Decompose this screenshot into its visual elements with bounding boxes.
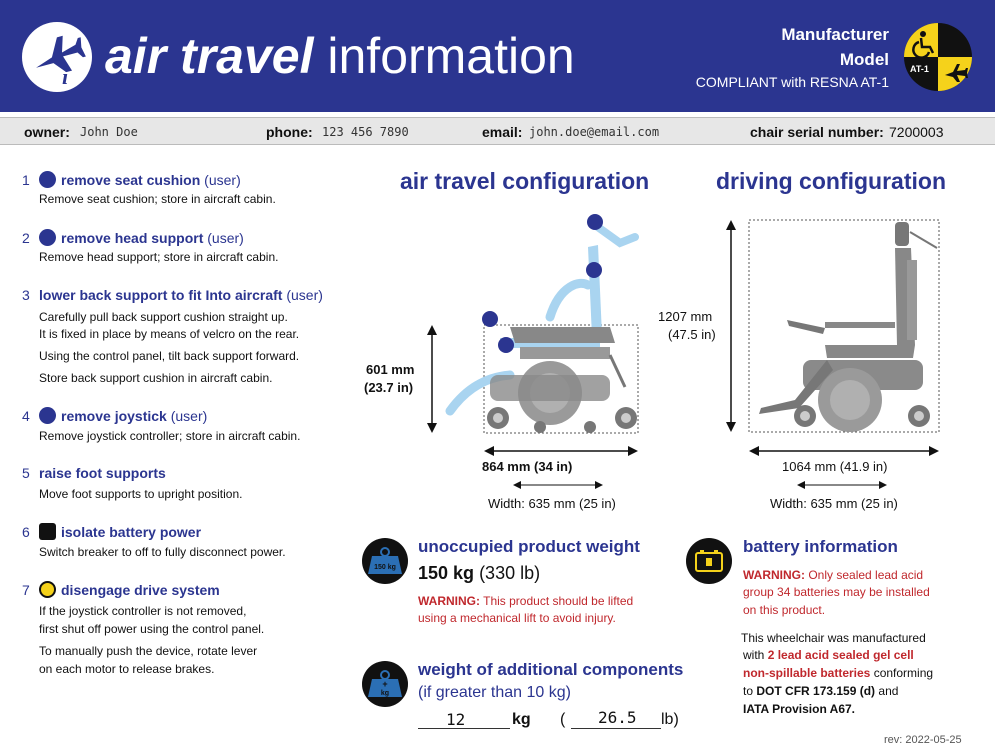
air-travel-wheelchair-diagram [420, 205, 660, 475]
driving-config-title: driving configuration [716, 168, 946, 194]
battery-warning-2: group 34 batteries may be installed [743, 585, 930, 599]
air-length: 864 mm (34 in) [482, 459, 573, 474]
drive-height-in: (47.5 in) [668, 327, 716, 342]
step-7-desc-1: If the joystick controller is not removed, [39, 604, 247, 618]
additional-title: weight of additional components [418, 660, 684, 679]
phone-value: 123 456 7890 [322, 125, 409, 139]
battery-off-icon [39, 523, 56, 540]
driving-wheelchair-diagram [715, 210, 955, 460]
weight-value [418, 563, 540, 584]
additional-subtitle: (if greater than 10 kg) [418, 684, 571, 701]
step-1: 1 remove seat cushion (user) [22, 172, 241, 188]
drive-height-mm: 1207 mm [658, 309, 713, 324]
up-arrow-icon [39, 229, 56, 246]
weight-icon [362, 538, 408, 584]
svg-text:150 kg: 150 kg [374, 564, 396, 571]
additional-kg-unit: kg [512, 711, 531, 728]
step-4: 4 remove joystick (user) [22, 408, 208, 424]
step-7-desc-4: on each motor to release brakes. [39, 662, 215, 676]
air-width: Width: 635 mm (25 in) [488, 496, 616, 511]
step-5-desc: Move foot supports to upright position. [39, 487, 243, 501]
additional-weight-icon [362, 661, 408, 707]
step-7: 7 disengage drive system [22, 582, 220, 598]
svg-text:+: + [382, 679, 388, 689]
air-height-mm: 601 mm [366, 362, 415, 377]
serial-value: 7200003 [889, 124, 944, 140]
additional-lb-value: 26.5 [598, 708, 637, 727]
title-light: information [327, 28, 575, 84]
step-3-desc-4: Store back support cushion in aircraft cabin. [39, 371, 273, 385]
battery-line-5: IATA Provision A67. [743, 702, 856, 716]
weight-title: unoccupied product weight [418, 537, 640, 556]
step-3-desc-1: Carefully pull back support cushion straight up. [39, 310, 288, 324]
owner-info-bar [0, 117, 995, 145]
drive-length: 1064 mm (41.9 in) [782, 459, 888, 474]
at1-compliance-badge-icon [903, 22, 973, 92]
weight-kg: 150 kg [418, 563, 475, 583]
svg-text:i: i [62, 64, 69, 89]
battery-line-2: with 2 lead acid sealed gel cell [743, 648, 914, 662]
additional-lb-unit: lb) [661, 711, 679, 728]
title-bold: air travel [105, 28, 314, 84]
svg-text:AT-1: AT-1 [910, 64, 929, 74]
svg-text:kg: kg [380, 690, 390, 697]
step-3-desc-2: It is fixed in place by means of velcro on the rear. [39, 327, 300, 341]
model-label: Model [839, 50, 889, 69]
battery-line-3: non-spillable batteries conforming [743, 666, 934, 680]
battery-warning-3: on this product. [743, 603, 826, 617]
up-arrow-icon [39, 407, 56, 424]
phone-label: phone: [266, 124, 313, 140]
battery-icon [686, 538, 732, 584]
page-title [105, 28, 575, 84]
weight-lb: (330 lb) [479, 563, 541, 583]
air-width-arrow [513, 480, 603, 490]
step-6-desc: Switch breaker to off to fully disconnect power. [39, 545, 286, 559]
manufacturer-block [781, 22, 889, 72]
step-2: 2 remove head support (user) [22, 230, 244, 246]
wrench-icon [39, 581, 56, 598]
drive-width-arrow [797, 480, 887, 490]
drive-width: Width: 635 mm (25 in) [770, 496, 898, 511]
airplane-info-logo-icon [22, 22, 92, 92]
weight-warning-2: using a mechanical lift to avoid injury. [418, 611, 616, 625]
owner-label: owner: [24, 124, 70, 140]
step-7-desc-2: first shut off power using the control panel. [39, 622, 265, 636]
step-4-desc: Remove joystick controller; store in aircraft cabin. [39, 429, 301, 443]
serial-label: chair serial number: [750, 124, 884, 140]
additional-kg-value: 12 [446, 710, 466, 729]
step-7-desc-3: To manually push the device, rotate lever [39, 644, 258, 658]
step-3: 3 lower back support to fit Into aircraft (user) [22, 287, 323, 303]
battery-title: battery information [743, 537, 898, 556]
weight-warning-1: WARNING: This product should be lifted [418, 594, 634, 608]
manufacturer-label: Manufacturer [781, 25, 889, 44]
step-1-desc: Remove seat cushion; store in aircraft cabin. [39, 192, 276, 206]
battery-line-4: to DOT CFR 173.159 (d) and [743, 684, 899, 698]
air-height-in: (23.7 in) [364, 380, 414, 395]
owner-value: John Doe [80, 125, 138, 139]
battery-warning-1: WARNING: Only sealed lead acid [743, 568, 924, 582]
revision-date: rev: 2022-05-25 [884, 734, 962, 746]
battery-line-1: This wheelchair was manufactured [741, 631, 926, 645]
air-travel-config-title: air travel configuration [400, 168, 650, 194]
email-label: email: [482, 124, 523, 140]
compliance-text: COMPLIANT with RESNA AT-1 [695, 74, 889, 90]
step-2-desc: Remove head support; store in aircraft cabin. [39, 250, 279, 264]
up-arrow-icon [39, 171, 56, 188]
email-value: john.doe@email.com [529, 125, 660, 139]
step-6: 6 isolate battery power [22, 524, 202, 540]
step-3-desc-3: Using the control panel, tilt back support forward. [39, 349, 300, 363]
lb-underline [571, 728, 661, 729]
step-5: 5 raise foot supports [22, 465, 166, 481]
additional-lb-open: ( [560, 711, 566, 728]
header-banner [0, 0, 995, 112]
